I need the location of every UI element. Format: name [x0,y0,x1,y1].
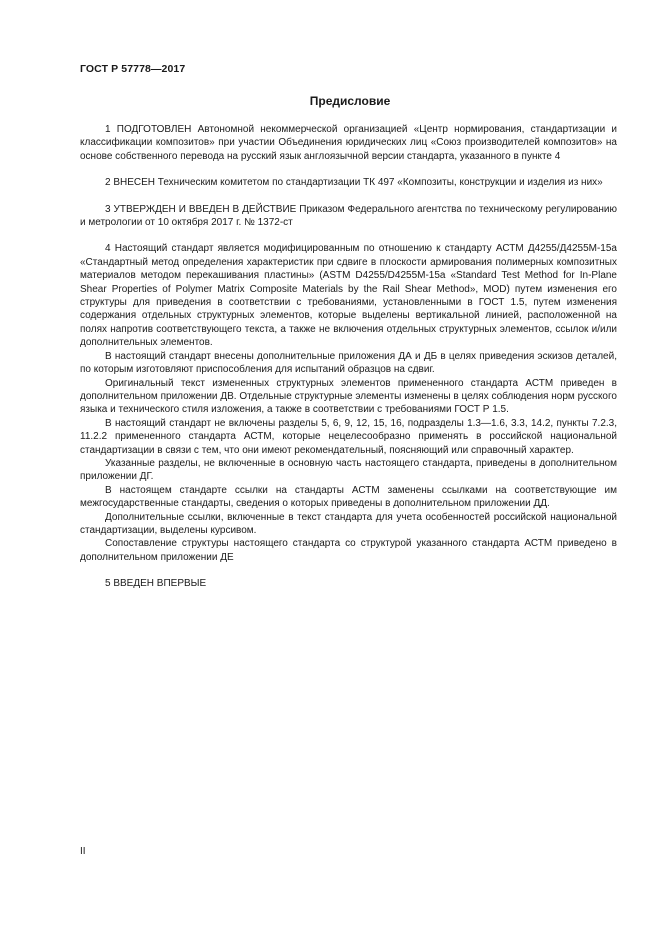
paragraph-1: 1 ПОДГОТОВЛЕН Автономной некоммерческой организацией «Центр нормирования, стандартизации и классификации композитов» при участии Объединения юридических лиц «Союз производителей композитов» на основе собственного перевода на русский язык англоязычной версии стандарта, указанного в пункте 4 [80,124,617,162]
page-title: Предисловие [309,94,391,108]
paragraph-5: 5 ВВЕДЕН ВПЕРВЫЕ [105,578,207,590]
paragraph-4-excluded-appendix: Указанные разделы, не включенные в основную часть настоящего стандарта, приведены в дополнительном приложении ДГ. [80,457,617,483]
paragraph-2: 2 ВНЕСЕН Техническим комитетом по стандартизации ТК 497 «Композиты, конструкции и изделия из них» [105,177,603,189]
paragraph-4-excluded: В настоящий стандарт не включены разделы 5, 6, 9, 12, 15, 16, подразделы 1.3—1.6, 3.3, 14.2, пункты 7.2.3, 11.2.2 примененного стандарта АСТМ, которые нецелесообразно применять в российской национальной стандартизации в связи с тем, что они имеют рекомендательный, поясняющий или справочный характер. [80,417,617,456]
foreword-body [80,123,617,591]
paragraph-4-structure: Сопоставление структуры настоящего стандарта со структурой указанного стандарта АСТМ приведено в дополнительном приложении ДЕ [80,538,617,563]
paragraph-4: 4 Настоящий стандарт является модифицированным по отношению к стандарту АСТМ Д4255/Д4255М-15а «Стандартный метод определения характеристик при сдвиге в плоскости армирования полимерных композитных материалов методом перекашивания пластины» (ASTM D4255/D4255M-15a «Standard Test Method for In-Plane Shear Properties of Polymer Matrix Composite Materials by the Rail Shear Method», MOD) путем изменения его структуры для приведения в соответствии с требованиями, установленными в ГОСТ 1.5, путем изменения содержания отдельных структурных элементов, которые выделены вертикальной линией, расположенной на полях напротив соответствующего текста, а также не включения отдельных структурных элементов, ссылок и/или дополнительных элементов. [80,243,617,349]
paragraph-4-references: В настоящем стандарте ссылки на стандарты АСТМ заменены ссылками на соответствующие им межгосударственные стандарты, сведения о которых приведены в дополнительном приложении ДД. [80,484,617,510]
paragraph-4-appendices: В настоящий стандарт внесены дополнительные приложения ДА и ДБ в целях приведения эскизов деталей, по которым изготовляют приспособления для испытаний образцов на сдвиг. [80,350,617,376]
paragraph-3: 3 УТВЕРЖДЕН И ВВЕДЕН В ДЕЙСТВИЕ Приказом Федерального агентства по техническому регулированию и метрологии от 10 октября 2017 г. № 1372-ст [80,203,617,229]
document-code: ГОСТ Р 57778—2017 [80,63,186,75]
page-number: II [80,846,86,857]
paragraph-4-original-text: Оригинальный текст измененных структурных элементов примененного стандарта АСТМ приведен в дополнительном приложении ДВ. Отдельные структурные элементы изменены в целях соблюдения норм русского языка и технического стиля изложения, а также в соответствии с требованиями ГОСТ Р 1.5. [80,377,617,416]
paragraph-4-italic-note: Дополнительные ссылки, включенные в текст стандарта для учета особенностей российской национальной стандартизации, выделены курсивом. [80,511,617,536]
